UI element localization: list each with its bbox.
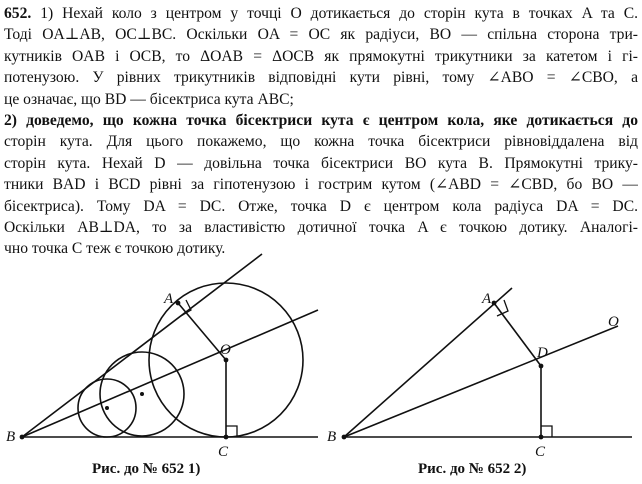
fig1-center-small [105, 406, 109, 410]
fig1-point-B [20, 435, 25, 440]
fig2-label-A: A [482, 291, 492, 307]
problem-line-4: потенузою. У рівних трикутників відповідні кути рівні, тому ∠ABO = ∠CBO, а [4, 69, 638, 87]
fig2-label-B: B [327, 429, 337, 445]
figure-1-caption: Рис. до № 652 1) [92, 461, 201, 477]
problem-line-2: Тоді OA⊥AB, OC⊥BC. Оскільки OA = OC як радіуси, BO — спільна сторона три- [4, 26, 638, 44]
figure-2-caption: Рис. до № 652 2) [418, 461, 527, 477]
fig2-point-A [492, 301, 497, 306]
fig1-label-B: B [6, 429, 16, 445]
fig1-label-C: C [218, 444, 229, 460]
figure-1-points [20, 301, 229, 440]
problem-line-9: тники BAD і BCD рівні за гіпотенузою і гострим кутом (∠ABD = ∠CBD, бо BO — [4, 176, 638, 194]
problem-number: 652. [4, 5, 32, 22]
fig1-radius-OA [178, 303, 226, 360]
fig2-point-C [539, 435, 544, 440]
problem-line-10: бісектриса). Тому DA = DC. Отже, точка D є центром кола радіуса DA = DC. [4, 197, 638, 215]
problem-line-3: кутників OAB і OCB, то ΔOAB = ΔOCB як прямокутні трикутники за катетом і гі- [4, 47, 638, 65]
figure-1 [22, 254, 318, 437]
fig1-label-O: O [220, 342, 231, 358]
problem-line-7: сторін кута. Для цього покажемо, що кожна точка бісектриси рівновіддалена від [4, 133, 638, 151]
figure-2 [344, 288, 632, 437]
fig1-point-A [176, 301, 181, 306]
figure-2-points [342, 301, 544, 440]
problem-line-6: 2) доведемо, що кожна точка бісектриси кута є центром кола, яке дотикається до [4, 111, 638, 129]
fig1-ray-bisector [22, 310, 318, 437]
problem-line-8: сторін кута. Нехай D — довільна точка бісектриси BO кута B. Прямокутні трику- [4, 154, 638, 172]
fig2-label-C: C [535, 444, 546, 460]
fig2-point-B [342, 435, 347, 440]
fig2-ray-bisector [344, 326, 618, 437]
problem-line-12: чно точка C теж є точкою дотику. [4, 240, 226, 258]
fig2-point-D [539, 364, 544, 369]
fig2-perpendicular-DA [494, 303, 541, 366]
fig2-label-O: O [608, 314, 619, 330]
problem-line-11: Оскільки AB⊥DA, то за властивістю дотичної точка A є точкою дотику. Аналогі- [4, 218, 638, 236]
fig1-point-O [224, 358, 229, 363]
problem-line-5: це означає, що BD — бісектриса кута ABC; [4, 90, 294, 108]
problem-line-1: 652. 1) Нехай коло з центром у точці O дотикається до сторін кута в точках A та C. [4, 5, 638, 22]
fig1-center-medium [140, 392, 144, 396]
fig1-point-C [224, 435, 229, 440]
fig1-label-A: A [164, 291, 174, 307]
fig2-label-D: D [537, 345, 548, 361]
fig2-ray-upper [344, 288, 512, 437]
